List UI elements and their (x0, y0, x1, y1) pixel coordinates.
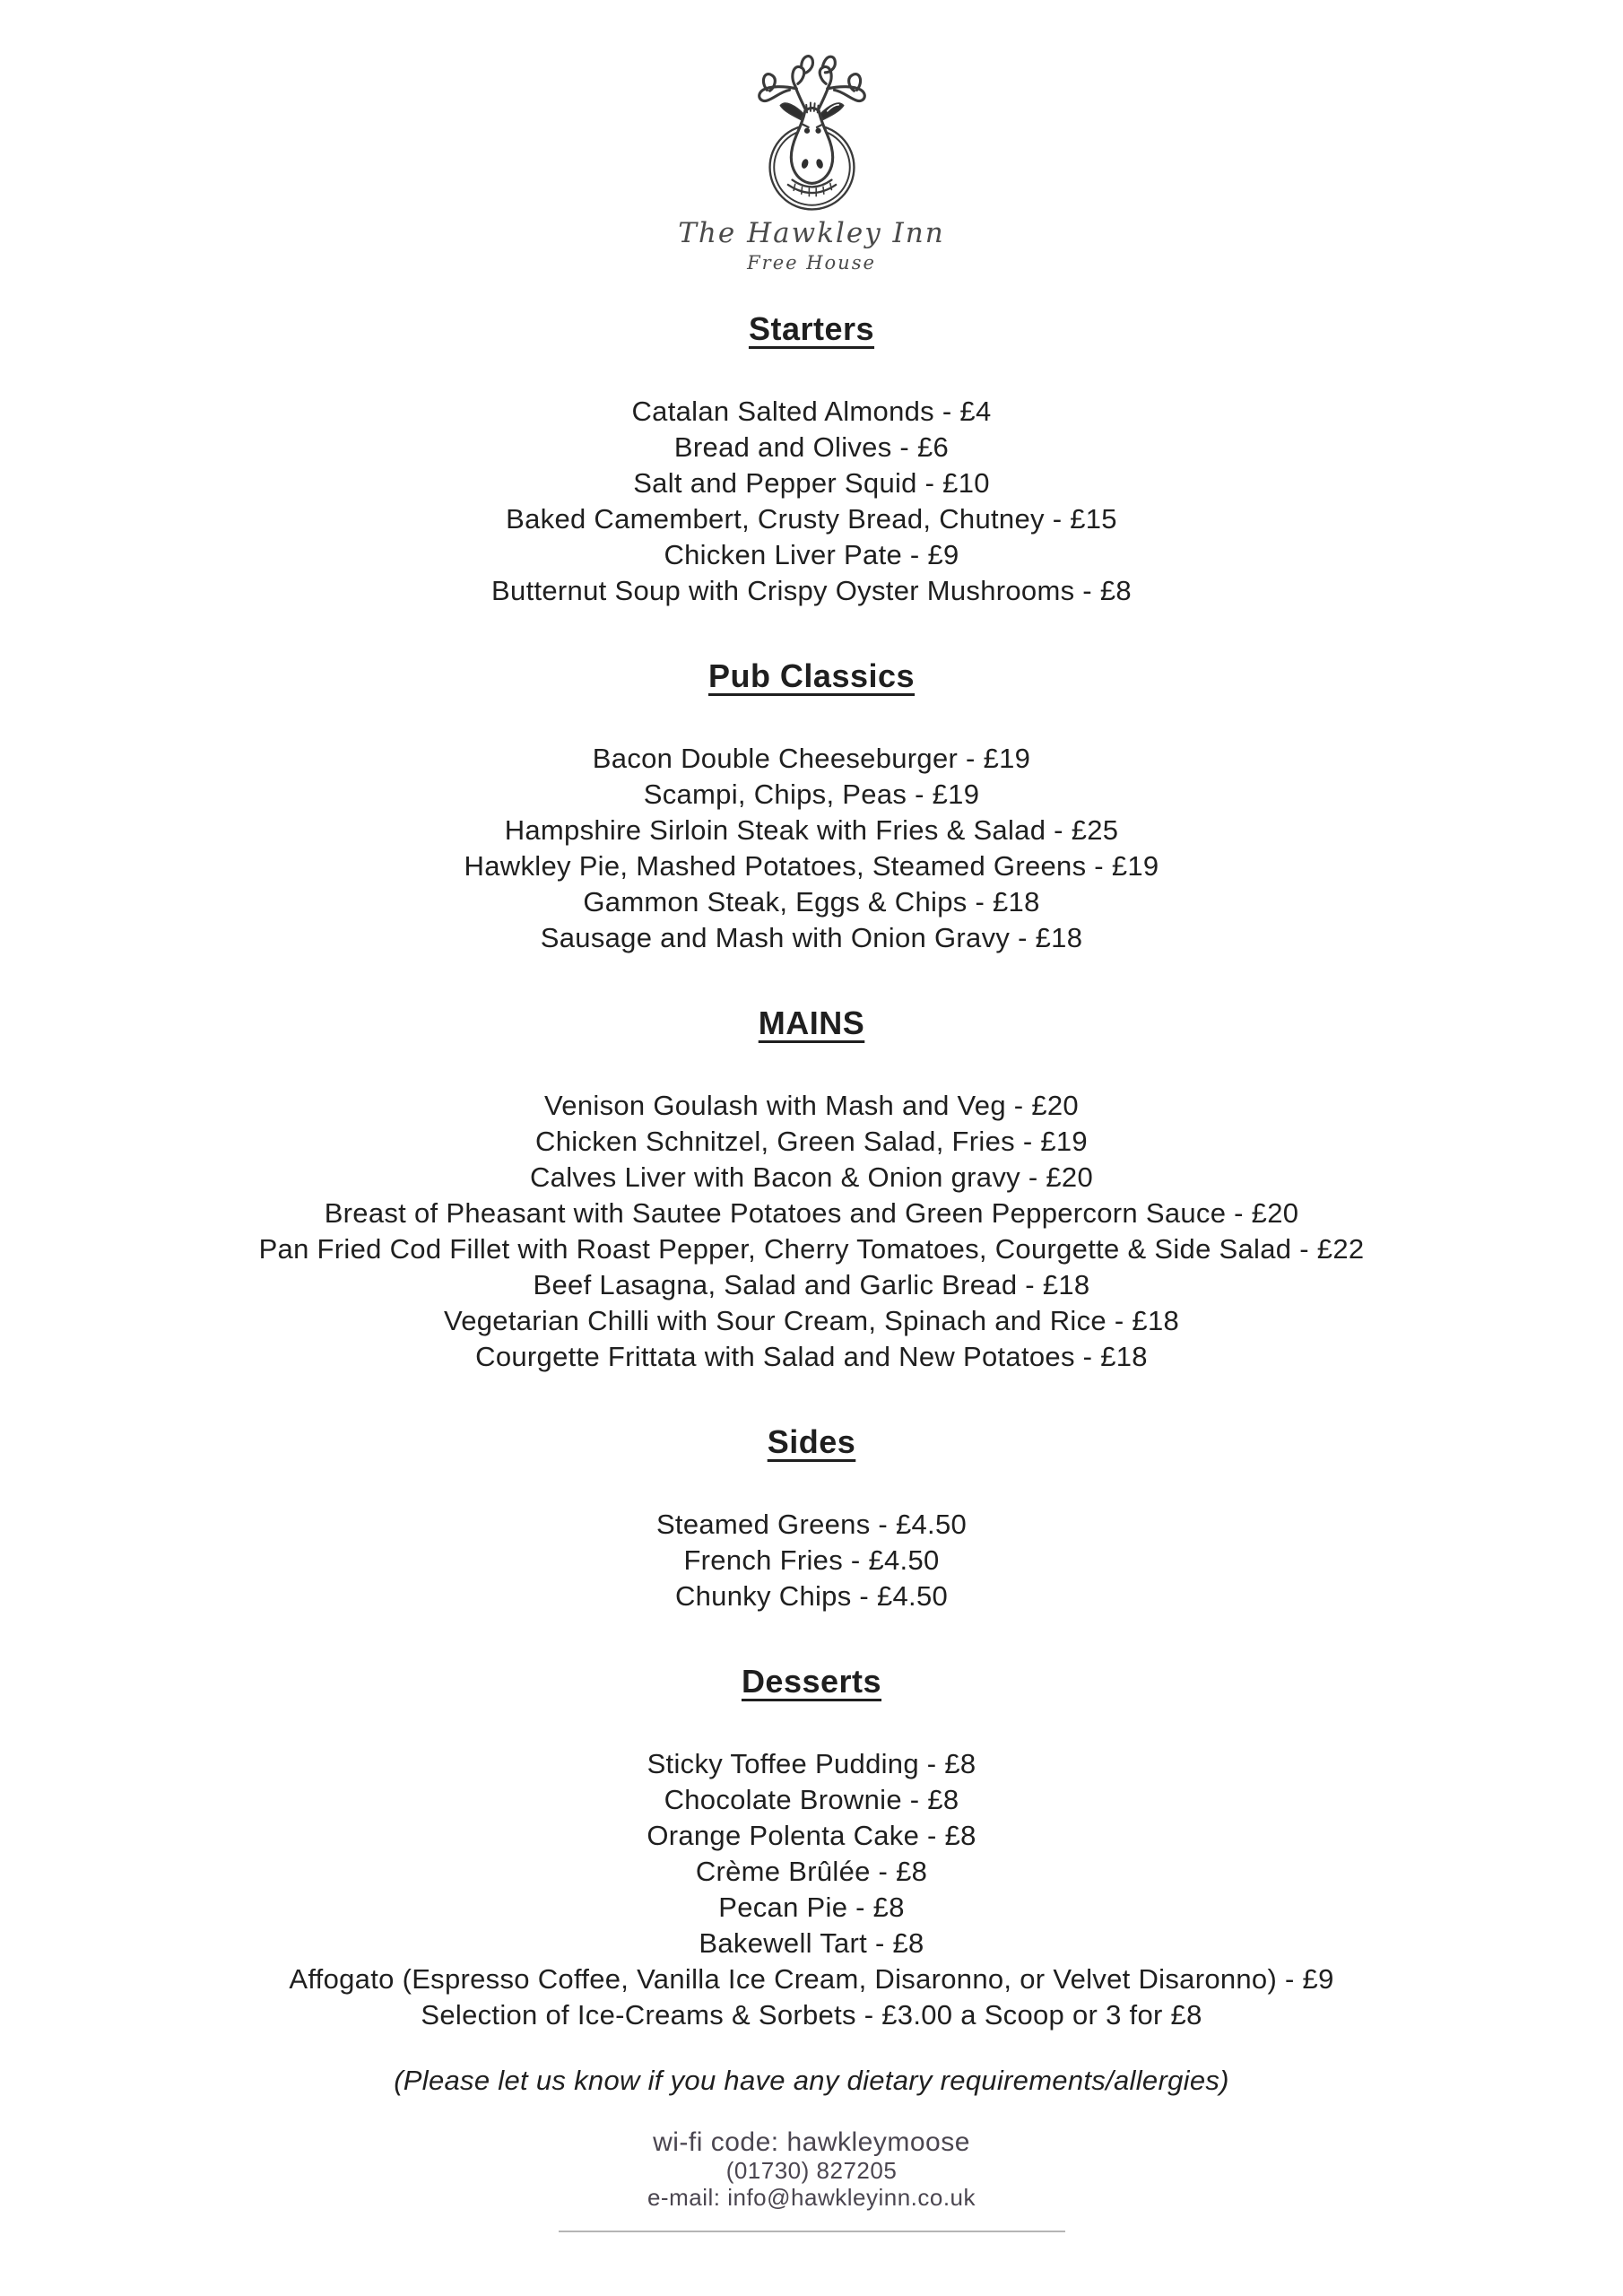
section-items-desserts (0, 1746, 1623, 2033)
section-sides (0, 1422, 1623, 1614)
section-items-sides (0, 1507, 1623, 1614)
menu-item: Steamed Greens - £4.50 (655, 1509, 968, 1540)
menu-item: Courgette Frittata with Salad and New Potatoes - £18 (475, 1341, 1148, 1372)
menu-body (0, 309, 1623, 2033)
menu-item: Selection of Ice-Creams & Sorbets - £3.00 a Scoop or 3 for £8 (421, 1999, 1202, 2031)
section-items-starters (0, 394, 1623, 609)
menu-item: Bakewell Tart - £8 (699, 1927, 924, 1959)
section-starters (0, 309, 1623, 609)
menu-item: Chunky Chips - £4.50 (674, 1580, 949, 1612)
menu-item: Beef Lasagna, Salad and Garlic Bread - £18 (533, 1269, 1090, 1300)
dietary-note: (Please let us know if you have any dietary requirements/allergies) (394, 2065, 1229, 2096)
menu-item: Hawkley Pie, Mashed Potatoes, Steamed Greens - £19 (464, 850, 1159, 882)
menu-item: Gammon Steak, Eggs & Chips - £18 (583, 886, 1040, 918)
logo-title: The Hawkley Inn (678, 217, 945, 249)
menu-item: Hampshire Sirloin Steak with Fries & Salad - £25 (504, 814, 1119, 846)
menu-item: Bread and Olives - £6 (673, 431, 950, 463)
menu-item: Calves Liver with Bacon & Onion gravy - £20 (529, 1161, 1094, 1193)
menu-item: Salt and Pepper Squid - £10 (633, 467, 990, 499)
section-mains (0, 1003, 1623, 1375)
menu-item: Breast of Pheasant with Sautee Potatoes and Green Peppercorn Sauce - £20 (324, 1197, 1299, 1229)
menu-item: French Fries - £4.50 (683, 1544, 940, 1576)
section-items-pub-classics (0, 741, 1623, 956)
menu-item: Venison Goulash with Mash and Veg - £20 (544, 1090, 1079, 1121)
menu-item: Bacon Double Cheeseburger - £19 (592, 743, 1031, 774)
section-title-starters: Starters (748, 310, 875, 347)
menu-item: Chicken Schnitzel, Green Salad, Fries - £19 (535, 1126, 1088, 1157)
footer (0, 2128, 1623, 2232)
section-title-mains: MAINS (758, 1004, 865, 1041)
menu-item: Pecan Pie - £8 (718, 1892, 905, 1923)
menu-item: Baked Camembert, Crusty Bread, Chutney - £15 (506, 503, 1117, 535)
menu-item: Orange Polenta Cake - £8 (647, 1820, 976, 1851)
phone-number: (01730) 827205 (725, 2157, 898, 2184)
section-title-desserts: Desserts (741, 1663, 882, 1700)
menu-item: Scampi, Chips, Peas - £19 (643, 778, 980, 810)
section-title-pub-classics: Pub Classics (707, 657, 916, 694)
email-address: e-mail: info@hawkleyinn.co.uk (647, 2184, 976, 2211)
menu-item: Affogato (Espresso Coffee, Vanilla Ice Cream, Disaronno, or Velvet Disaronno) - £9 (289, 1963, 1334, 1995)
menu-item: Vegetarian Chilli with Sour Cream, Spinach and Rice - £18 (443, 1305, 1180, 1336)
menu-item: Crème Brûlée - £8 (695, 1856, 928, 1887)
wifi-code: wi-fi code: hawkleymoose (653, 2127, 970, 2157)
logo-subtitle: Free House (747, 252, 876, 274)
section-items-mains (0, 1088, 1623, 1375)
menu-item: Chocolate Brownie - £8 (664, 1784, 959, 1815)
menu-item: Butternut Soup with Crispy Oyster Mushrooms - £8 (491, 575, 1132, 606)
menu-item: Sticky Toffee Pudding - £8 (647, 1748, 976, 1779)
footer-divider (559, 2231, 1065, 2232)
menu-item: Sausage and Mash with Onion Gravy - £18 (540, 922, 1083, 953)
menu-item: Pan Fried Cod Fillet with Roast Pepper, Cherry Tomatoes, Courgette & Side Salad - £22 (258, 1233, 1365, 1265)
menu-item: Catalan Salted Almonds - £4 (631, 396, 992, 427)
section-title-sides: Sides (767, 1423, 856, 1460)
section-pub-classics (0, 656, 1623, 956)
menu-item: Chicken Liver Pate - £9 (664, 539, 959, 570)
section-desserts (0, 1661, 1623, 2033)
logo (0, 49, 1623, 274)
moose-head-icon (742, 49, 882, 211)
